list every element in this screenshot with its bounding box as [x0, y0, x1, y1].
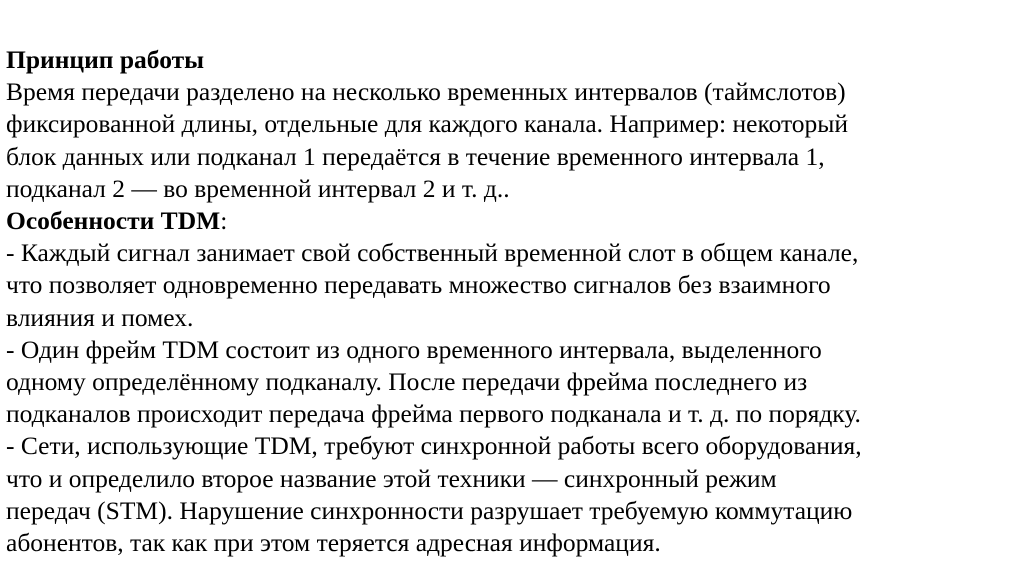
- features-line: передач (STM). Нарушение синхронности разрушает требуемую коммутацию: [6, 495, 853, 525]
- features-line: - Сети, использующие TDM, требуют синхронной работы всего оборудования,: [6, 431, 862, 461]
- heading-principle: Принцип работы: [6, 45, 205, 74]
- principle-line: блок данных или подканал 1 передаётся в течение временного интервала 1,: [6, 141, 825, 171]
- features-line: что и определило второе название этой техники — синхронный режим: [6, 463, 777, 493]
- features-line: одному определённому подканалу. После передачи фрейма последнего из: [6, 367, 808, 397]
- features-line: абонентов, так как при этом теряется адресная информация.: [6, 528, 661, 558]
- principle-line: Время передачи разделено на несколько временных интервалов (таймслотов): [6, 77, 846, 107]
- heading-features: Особенности TDM: [6, 206, 221, 236]
- heading-features-line: [6, 205, 1018, 237]
- features-line: что позволяет одновременно передавать множество сигналов без взаимного: [6, 270, 831, 300]
- features-line: - Каждый сигнал занимает свой собственный временной слот в общем канале,: [6, 238, 859, 268]
- features-line: подканалов происходит передача фрейма первого подканала и т. д. по порядку.: [6, 399, 861, 429]
- principle-line: фиксированной длины, отдельные для каждого канала. Например: некоторый: [6, 109, 849, 139]
- principle-line: подканал 2 — во временной интервал 2 и т. д..: [6, 173, 510, 203]
- heading-features-colon: :: [220, 206, 228, 236]
- features-line: влияния и помех.: [6, 302, 194, 332]
- slide-body: [6, 44, 1018, 559]
- features-line: - Один фрейм TDM состоит из одного временного интервала, выделенного: [6, 334, 822, 364]
